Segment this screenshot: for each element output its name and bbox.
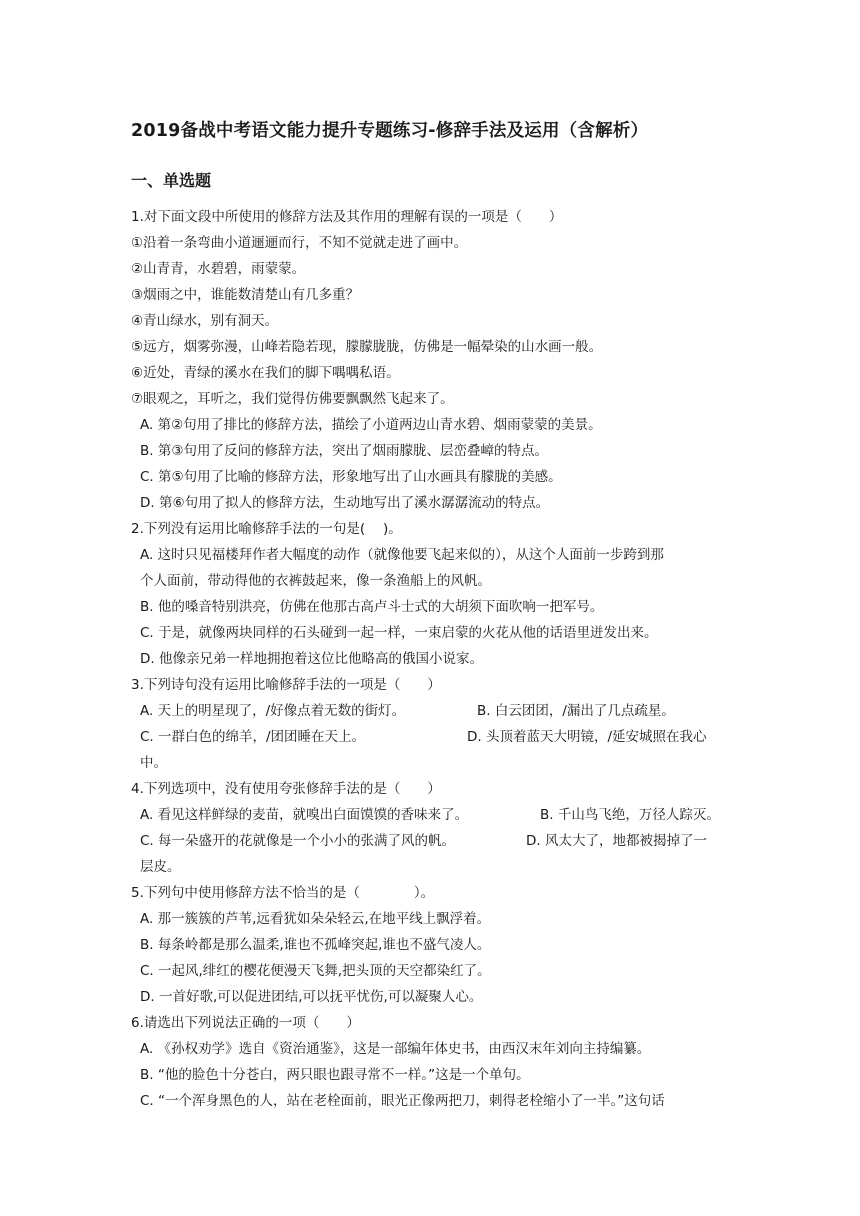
q6-option-a: A. 《孙权劝学》选自《资治通鉴》，这是一部编年体史书，由西汉末年刘向主持编纂。 xyxy=(140,1041,651,1057)
q3-option-d-line1: D. 头顶着蓝天大明镜，/延安城照在我心 xyxy=(467,729,707,745)
q4-option-b: B. 千山鸟飞绝，万径人踪灭。 xyxy=(540,807,720,823)
q2-option-d: D. 他像亲兄弟一样地拥抱着这位比他略高的俄国小说家。 xyxy=(140,651,483,667)
q1-sentence-1: ①沿着一条弯曲小道逦逦而行，不知不觉就走进了画中。 xyxy=(131,235,468,251)
section-heading: 一、单选题 xyxy=(131,171,212,190)
q1-option-c: C. 第⑤句用了比喻的修辞方法，形象地写出了山水画具有朦胧的美感。 xyxy=(140,469,562,485)
q3-option-a: A. 天上的明星现了，/好像点着无数的街灯。 xyxy=(140,703,406,719)
question-3-stem: 3.下列诗句没有运用比喻修辞手法的一项是（ ） xyxy=(131,677,441,693)
q4-option-a: A. 看见这样鲜绿的麦苗，就嗅出白面馍馍的香味来了。 xyxy=(140,807,469,823)
q3-option-c: C. 一群白色的绵羊，/团团睡在天上。 xyxy=(140,729,366,745)
q5-option-a: A. 那一簇簇的芦苇,远看犹如朵朵轻云,在地平线上飘浮着。 xyxy=(140,911,491,927)
document-title: 2019备战中考语文能力提升专题练习-修辞手法及运用（含解析） xyxy=(131,121,649,141)
q6-option-b: B. “他的脸色十分苍白，两只眼也跟寻常不一样。”这是一个单句。 xyxy=(140,1067,530,1083)
q2-option-a-line2: 个人面前，带动得他的衣裤鼓起来，像一条渔船上的风帆。 xyxy=(140,573,491,589)
q3-option-b: B. 白云团团，/漏出了几点疏星。 xyxy=(477,703,675,719)
q2-option-c: C. 于是，就像两块同样的石头碰到一起一样，一束启蒙的火花从他的话语里迸发出来。 xyxy=(140,625,658,641)
q4-option-c: C. 每一朵盛开的花就像是一个小小的张满了风的帆。 xyxy=(140,833,456,849)
question-5-stem: 5.下列句中使用修辞方法不恰当的是（ ）。 xyxy=(131,885,435,901)
q5-option-d: D. 一首好歌,可以促进团结,可以抚平忧伤,可以凝聚人心。 xyxy=(140,989,483,1005)
q1-sentence-4: ④青山绿水，别有洞天。 xyxy=(131,313,279,329)
q2-option-b: B. 他的嗓音特别洪亮，仿佛在他那古高卢斗士式的大胡须下面吹响一把军号。 xyxy=(140,599,604,615)
q1-option-d: D. 第⑥句用了拟人的修辞方法，生动地写出了溪水潺潺流动的特点。 xyxy=(140,495,550,511)
q1-option-b: B. 第③句用了反问的修辞方法，突出了烟雨朦胧、层峦叠嶂的特点。 xyxy=(140,443,548,459)
q4-option-d-line2: 层皮。 xyxy=(140,859,181,875)
question-2-stem: 2.下列没有运用比喻修辞手法的一句是( )。 xyxy=(131,521,402,537)
q1-sentence-7: ⑦眼观之，耳听之，我们觉得仿佛要飘飘然飞起来了。 xyxy=(131,391,454,407)
q1-sentence-6: ⑥近处，青绿的溪水在我们的脚下喁喁私语。 xyxy=(131,365,400,381)
q1-sentence-2: ②山青青，水碧碧，雨蒙蒙。 xyxy=(131,261,306,277)
q4-option-d-line1: D. 风太大了，地都被揭掉了一 xyxy=(526,833,707,849)
q2-option-a-line1: A. 这时只见福楼拜作者大幅度的动作（就像他要飞起来似的），从这个人面前一步跨到那 xyxy=(140,547,664,563)
q1-option-a: A. 第②句用了排比的修辞方法，描绘了小道两边山青水碧、烟雨蒙蒙的美景。 xyxy=(140,417,602,433)
question-6-stem: 6.请选出下列说法正确的一项（ ） xyxy=(131,1015,360,1031)
q5-option-c: C. 一起风,绯红的樱花便漫天飞舞,把头顶的天空都染红了。 xyxy=(140,963,491,979)
q1-sentence-3: ③烟雨之中，谁能数清楚山有几多重？ xyxy=(131,287,360,303)
q6-option-c: C. “一个浑身黑色的人，站在老栓面前，眼光正像两把刀，刺得老栓缩小了一半。”这句话 xyxy=(140,1093,665,1109)
question-4-stem: 4.下列选项中，没有使用夸张修辞手法的是（ ） xyxy=(131,781,441,797)
q3-option-d-line2: 中。 xyxy=(140,755,167,771)
q5-option-b: B. 每条岭都是那么温柔,谁也不孤峰突起,谁也不盛气凌人。 xyxy=(140,937,491,953)
q1-sentence-5: ⑤远方，烟雾弥漫，山峰若隐若现，朦朦胧胧，仿佛是一幅晕染的山水画一般。 xyxy=(131,339,603,355)
question-1-stem: 1.对下面文段中所使用的修辞方法及其作用的理解有误的一项是（ ） xyxy=(131,209,563,225)
